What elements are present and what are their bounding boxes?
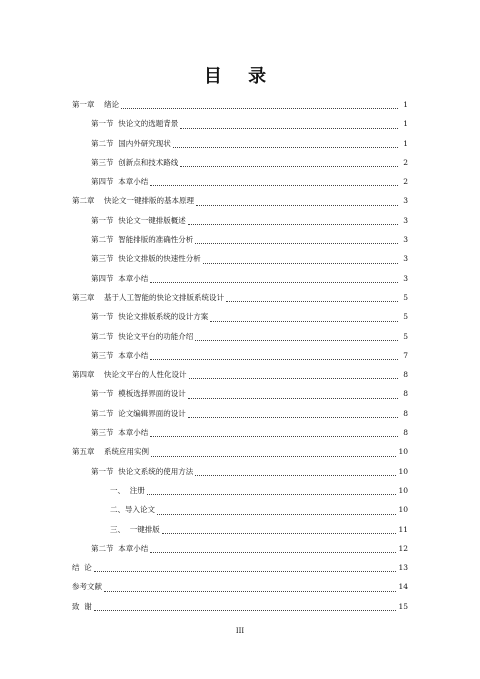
toc-entry[interactable] xyxy=(72,230,408,249)
toc-entry-label: 二、导入论文 xyxy=(110,505,155,515)
toc-entry-page: 8 xyxy=(403,370,408,380)
toc-entry[interactable] xyxy=(72,346,408,365)
toc-entry-label: 第二节 智能排版的准确性分析 xyxy=(91,235,194,245)
toc-entry[interactable] xyxy=(72,384,408,403)
toc-leader-dots xyxy=(157,514,396,515)
toc-entry-page: 8 xyxy=(403,408,408,418)
toc-entry-page: 8 xyxy=(403,428,408,438)
toc-entry-page: 1 xyxy=(403,100,408,109)
toc-entry-page: 10 xyxy=(398,447,408,457)
toc-leader-dots xyxy=(150,282,398,283)
toc-entry-page: 10 xyxy=(398,505,408,515)
toc-entry[interactable] xyxy=(72,539,408,558)
toc-entry[interactable] xyxy=(72,134,408,153)
toc-entry[interactable] xyxy=(72,558,408,577)
toc-leader-dots xyxy=(195,340,398,341)
toc-entry[interactable] xyxy=(72,462,408,481)
toc-entry-page: 15 xyxy=(398,601,408,611)
toc-leader-dots xyxy=(150,552,396,553)
toc-entry-label: 第五章 系统应用实例 xyxy=(72,447,150,457)
toc-leader-dots xyxy=(195,243,398,244)
toc-entry-page: 3 xyxy=(403,273,408,283)
toc-leader-dots xyxy=(226,301,398,302)
toc-entry-label: 第一节 快论文系统的使用方法 xyxy=(91,466,194,476)
toc-entry[interactable] xyxy=(72,211,408,230)
toc-entry-label: 第三节 快论文排版的快速性分析 xyxy=(91,254,201,264)
toc-leader-dots xyxy=(180,128,398,129)
toc-leader-dots xyxy=(150,359,398,360)
toc-leader-dots xyxy=(94,610,397,611)
page-number: III xyxy=(235,627,245,635)
toc-leader-dots xyxy=(162,533,397,534)
toc-entry-label: 第四节 本章小结 xyxy=(91,273,149,283)
toc-entry[interactable] xyxy=(72,172,408,191)
toc-entry[interactable] xyxy=(72,249,408,268)
toc-entry[interactable] xyxy=(72,500,408,519)
toc-leader-dots xyxy=(188,398,398,399)
toc-leader-dots xyxy=(121,108,398,109)
toc-entry-label: 第二节 快论文平台的功能介绍 xyxy=(91,331,194,341)
toc-entry-page: 10 xyxy=(398,485,408,495)
toc-entry-label: 第三章 基于人工智能的快论文排版系统设计 xyxy=(72,292,225,302)
toc-entry[interactable] xyxy=(72,327,408,346)
toc-entry-page: 3 xyxy=(403,215,408,225)
toc-entry-page: 8 xyxy=(403,389,408,399)
toc-entry-page: 1 xyxy=(403,119,408,129)
toc-entry[interactable] xyxy=(72,577,408,596)
toc-leader-dots xyxy=(188,417,398,418)
toc-leader-dots xyxy=(150,185,398,186)
toc-entry-page: 3 xyxy=(403,254,408,264)
toc-leader-dots xyxy=(94,571,397,572)
toc-entry-label: 第二节 本章小结 xyxy=(91,543,149,553)
toc-entry[interactable] xyxy=(72,95,408,114)
toc-leader-dots xyxy=(195,475,396,476)
toc-leader-dots xyxy=(104,591,396,592)
toc-entry[interactable] xyxy=(72,307,408,326)
toc-entry[interactable] xyxy=(72,191,408,210)
toc-leader-dots xyxy=(180,166,398,167)
toc-entry-label: 第二节 国内外研究现状 xyxy=(91,138,171,148)
toc-leader-dots xyxy=(203,263,398,264)
toc-entry-label: 第四章 快论文平台的人性化设计 xyxy=(72,370,187,380)
toc-entry[interactable] xyxy=(72,442,408,461)
toc-leader-dots xyxy=(147,494,397,495)
toc-entry-page: 5 xyxy=(403,312,408,322)
toc-entry-label: 第三节 创新点和技术路线 xyxy=(91,157,179,167)
toc-entry[interactable] xyxy=(72,520,408,539)
toc-entry-label: 结 论 xyxy=(72,563,92,573)
toc-entry-label: 一、 注册 xyxy=(110,485,145,495)
toc-leader-dots xyxy=(151,456,396,457)
toc-entry[interactable] xyxy=(72,423,408,442)
toc-entry-label: 第四节 本章小结 xyxy=(91,177,149,187)
toc-entry-page: 3 xyxy=(403,235,408,245)
toc-entry-label: 参考文献 xyxy=(72,582,102,592)
toc-leader-dots xyxy=(189,378,398,379)
toc-entry-page: 5 xyxy=(403,292,408,302)
toc-entry-page: 3 xyxy=(403,196,408,206)
toc-entry-page: 1 xyxy=(403,138,408,148)
toc-leader-dots xyxy=(188,224,398,225)
toc-entry-label: 第一节 模板选择界面的设计 xyxy=(91,389,186,399)
toc-entry[interactable] xyxy=(72,153,408,172)
toc-entry-label: 第三节 本章小结 xyxy=(91,428,149,438)
toc-entry-page: 5 xyxy=(403,331,408,341)
toc-entry-page: 14 xyxy=(398,582,408,592)
toc-entry-label: 三、 一键排版 xyxy=(110,524,160,534)
toc-entry-page: 2 xyxy=(403,177,408,187)
toc-leader-dots xyxy=(210,321,398,322)
toc-entry-page: 12 xyxy=(398,543,408,553)
toc-entry[interactable] xyxy=(72,365,408,384)
toc-leader-dots xyxy=(150,436,398,437)
toc-entry-label: 第一章 绪论 xyxy=(72,100,120,109)
toc-entry-page: 11 xyxy=(398,524,408,534)
toc-title: 目 录 xyxy=(203,66,277,87)
table-of-contents xyxy=(72,95,408,616)
toc-entry-label: 第一节 快论文的选题背景 xyxy=(91,119,179,129)
toc-entry[interactable] xyxy=(72,288,408,307)
toc-entry-label: 第二章 快论文一键排版的基本原理 xyxy=(72,196,195,206)
toc-entry[interactable] xyxy=(72,404,408,423)
toc-entry-page: 13 xyxy=(398,563,408,573)
toc-entry-page: 2 xyxy=(403,157,408,167)
toc-entry-label: 第三节 本章小结 xyxy=(91,350,149,360)
toc-entry-label: 第二节 论文编辑界面的设计 xyxy=(91,408,186,418)
toc-entry-page: 10 xyxy=(398,466,408,476)
toc-entry[interactable] xyxy=(72,481,408,500)
toc-leader-dots xyxy=(196,205,398,206)
toc-entry-label: 致 谢 xyxy=(72,601,92,611)
toc-entry-label: 第一节 快论文一键排版概述 xyxy=(91,215,186,225)
toc-entry-label: 第一节 快论文排版系统的设计方案 xyxy=(91,312,209,322)
toc-entry[interactable] xyxy=(72,597,408,616)
toc-entry[interactable] xyxy=(72,269,408,288)
toc-entry[interactable] xyxy=(72,114,408,133)
toc-leader-dots xyxy=(173,147,398,148)
toc-entry-page: 7 xyxy=(403,350,408,360)
